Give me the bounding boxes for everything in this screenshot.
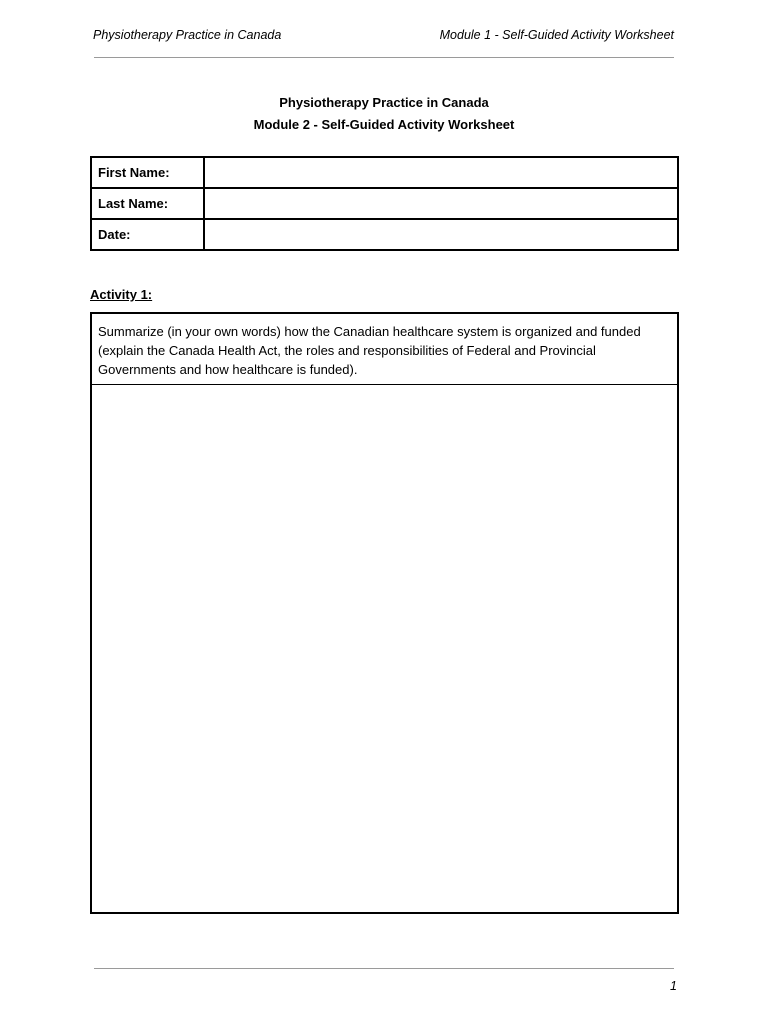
- header-course-title: Physiotherapy Practice in Canada: [93, 28, 282, 42]
- table-row-first-name: [91, 157, 678, 188]
- activity-1-heading: Activity 1:: [90, 287, 153, 302]
- activity-1-box: [90, 312, 679, 914]
- page-number: 1: [670, 979, 677, 993]
- activity-1-answer-area[interactable]: [92, 385, 677, 912]
- table-row-date: [91, 219, 678, 250]
- activity-1-prompt: Summarize (in your own words) how the Canadian healthcare system is organized and funded (explain the Canada Health Act, the roles and responsibilities of Federal and Provincial Governments and how healthcare is funded).: [92, 314, 677, 385]
- header-divider: [94, 57, 674, 58]
- document-subtitle: Module 2 - Self-Guided Activity Worksheet: [253, 117, 515, 132]
- last-name-field[interactable]: [204, 188, 678, 219]
- date-label: Date:: [91, 219, 204, 250]
- student-info-table: [90, 156, 679, 251]
- document-title: Physiotherapy Practice in Canada: [279, 95, 489, 110]
- page-header: [93, 26, 674, 44]
- last-name-label: Last Name:: [91, 188, 204, 219]
- header-module-title: Module 1 - Self-Guided Activity Worksheet: [439, 28, 674, 42]
- first-name-field[interactable]: [204, 157, 678, 188]
- date-field[interactable]: [204, 219, 678, 250]
- first-name-label: First Name:: [91, 157, 204, 188]
- footer-divider: [94, 968, 674, 969]
- table-row-last-name: [91, 188, 678, 219]
